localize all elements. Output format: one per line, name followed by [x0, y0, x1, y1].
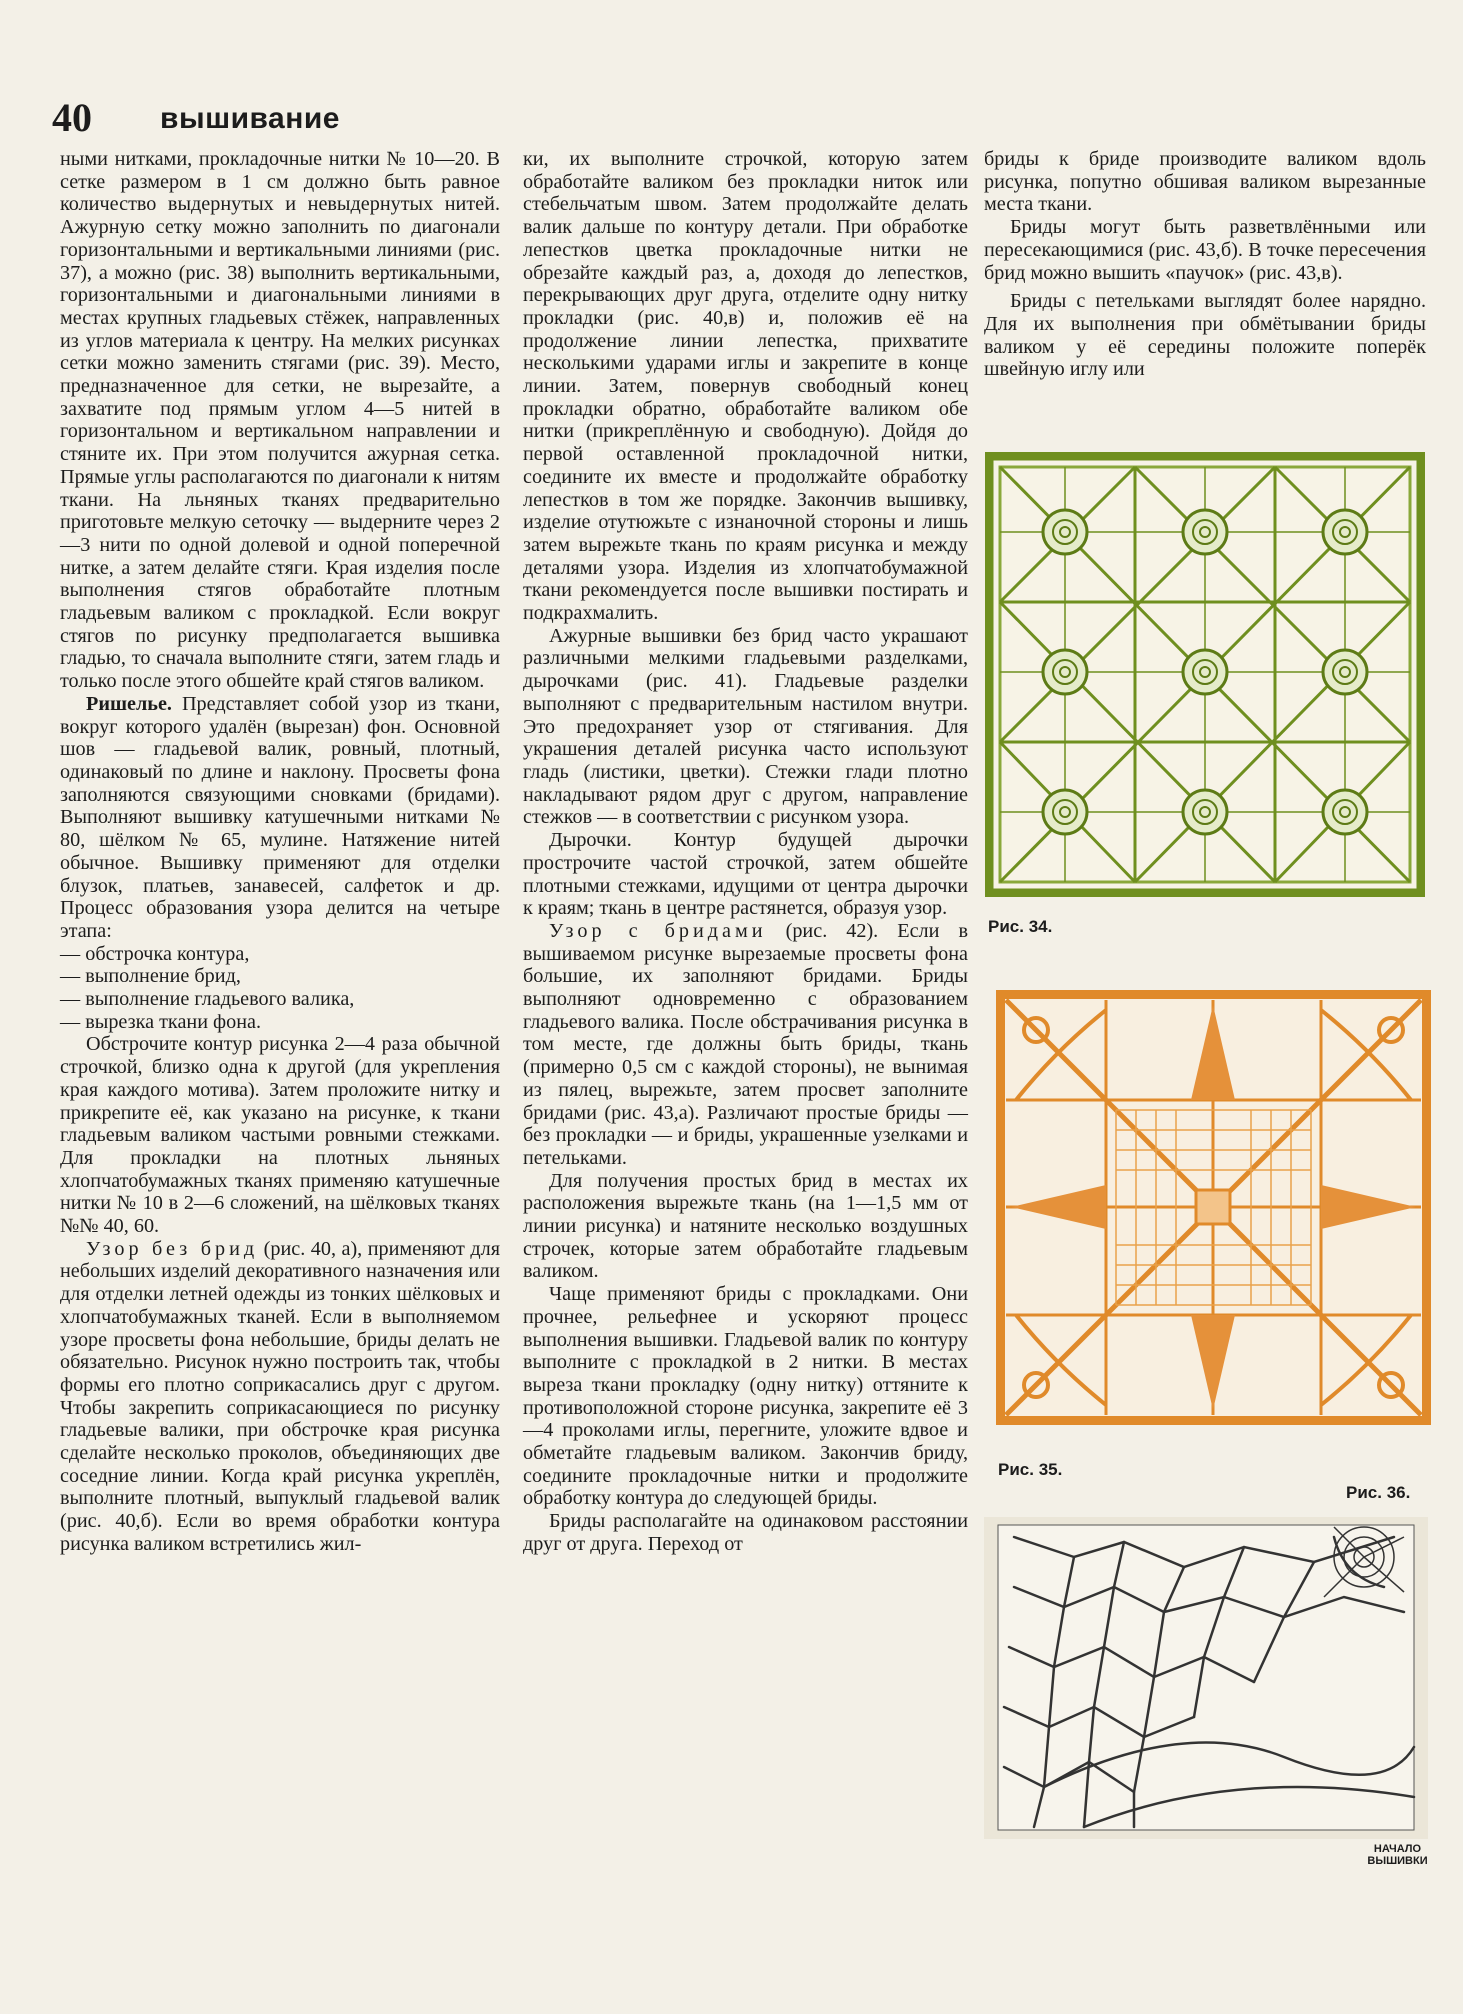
- paragraph: ки, их выполните строчкой, которую затем обработайте валиком без прокладки ниток или стебельчатым швом. Затем продолжайте делать валик дальше по контуру детали. При обработке лепестков цветка прокладочные нитки не обрезайте каждый раз, а, доходя до лепестков, перекрывающих друг друга, отделите одну нитку прокладки (рис. 40,в) и, положив её на продолжение линии лепестка, прихватите несколькими ударами иглы и закрепите в конце линии. Затем, повернув свободный конец прокладки обратно, обработайте валиком обе нитки (прикреплённую и свободную). Дойдя до первой оставленной прокладочной нитки, соедините их вместе и продолжайте обработку лепестков в том же порядке. Закончив вышивку, изделие отутюжьте с изнаночной стороны и лишь затем вырежьте ткань по краям рисунка и между деталями узора. Изделия из хлопчатобумажной ткани рекомендуется после вышивки постирать и подкрахмалить.: [523, 148, 968, 625]
- run-text: Представляет собой узор из ткани, вокруг которого удалён (вырезан) фон. Основной шов — гладьевой валик, ровный, плотный, одинаковый по длине и наклону. Просветы фона заполняются связующими сновками (бридами). Выполняют вышивку катушечными нитками № 80, шёлком № 65, мулине. Натяжение нитей обычное. Вышивку применяют для отделки блузок, платьев, занавесей, салфеток и др. Процесс образования узора делится на четыре этапа:: [60, 692, 500, 942]
- run-heading: Узор с бридами: [549, 919, 767, 942]
- paragraph-richelieu: [60, 693, 500, 943]
- page-number: 40: [52, 95, 92, 140]
- run-text: (рис. 40, а), применяют для небольших изделий декоративного назначения или для отделки летней одежды из тонких шёлковых и хлопчатобумажных тканей. Если в выполняемом узоре просветы фона небольшие, бриды делать не обязательно. Рисунок нужно построить так, чтобы формы его плотно соприкасались друг с другом. Чтобы закрепить соприкасающиеся по рисунку гладьевые валики, при обстрочке края рисунка сделайте несколько проколов, объединяющих две соседние линии. Когда край рисунка укреплён, выполните плотный, выпуклый гладьевой валик (рис. 40,б). Если во время обработки контура рисунка валиком встретились жил-: [60, 1237, 500, 1555]
- run-text: (рис. 42). Если в вышиваемом рисунке вырезаемые просветы фона большие, их заполняют бридами. Бриды выполняют одновременно с образованием гладьевого валика. После обстрачивания рисунка в том месте, где должны быть бриды, ткань (примерно 0,5 см с каждой стороны), не вынимая из пялец, вырежьте, затем просвет заполните бридами (рис. 43,а). Различают простые бриды — без прокладки — и бриды, украшенные узелками и петельками.: [523, 919, 968, 1169]
- paragraph: Бриды располагайте на одинаковом расстоянии друг от друга. Переход от: [523, 1510, 968, 1555]
- paragraph: Обстрочите контур рисунка 2—4 раза обычной строчкой, близко одна к другой (для укрепления края каждого мотива). Затем проложите нитку и прикрепите её, как указано на рисунке, к ткани гладьевым валиком частыми ровными стежками. Для прокладки на плотных льняных хлопчатобумажных тканях применяю катушечные нитки № 10 в 2—6 сложений, на шёлковых тканях №№ 40, 60.: [60, 1033, 500, 1238]
- paragraph: бриды к бриде производите валиком вдоль рисунка, попутно обшивая валиком вырезанные места ткани.: [984, 148, 1426, 216]
- figure-36-illustration: [984, 1517, 1428, 1839]
- text-column-2: [523, 148, 968, 1556]
- figure-34-illustration: [985, 452, 1425, 897]
- figure-34-caption: Рис. 34.: [988, 917, 1053, 936]
- list-item: — выполнение гладьевого валика,: [60, 988, 355, 1011]
- figure-35-caption: Рис. 35.: [998, 1460, 1063, 1479]
- figure-36-tag: НАЧАЛО ВЫШИВКИ: [1367, 1843, 1428, 1867]
- figure-36-caption: Рис. 36.: [1346, 1483, 1411, 1502]
- section-title: вышивание: [160, 102, 340, 135]
- text-column-3: [984, 148, 1426, 381]
- paragraph: Чаще применяют бриды с прокладками. Они прочнее, рельефнее и ускоряют процесс выполнения вышивки. Гладьевой валик по контуру выполните с прокладкой в 2 нитки. В местах выреза ткани прокладку (одну нитку) оттяните к противоположной стороне рисунка, закрепите её 3—4 проколами иглы, перегните, уложите вдвое и обметайте гладьевым валиком. Закончив бриду, соедините прокладочные нитки и продолжите обработку контура до следующей бриды.: [523, 1283, 968, 1510]
- paragraph-no-brides: [60, 1238, 500, 1556]
- run-heading: Узор без брид: [86, 1237, 259, 1260]
- list-item: — выполнение брид,: [60, 965, 241, 988]
- paragraph: Для получения простых брид в местах их расположения вырежьте ткань (на 1—1,5 мм от линии рисунка) и натяните несколько воздушных строчек, которые затем обработайте гладьевым валиком.: [523, 1169, 968, 1283]
- paragraph: Дырочки. Контур будущей дырочки прострочите частой строчкой, затем обшейте плотными стежками, идущими от центра дырочки к краям; ткань в центре растянется, образуя узор.: [523, 829, 968, 920]
- text-column-1: [60, 148, 500, 1556]
- list-item: — вырезка ткани фона.: [60, 1010, 262, 1033]
- paragraph-with-brides: [523, 920, 968, 1170]
- paragraph: Бриды могут быть разветвлёнными или пересекающимися (рис. 43,б). В точке пересечения брид можно вышить «паучок» (рис. 43,в).: [984, 216, 1426, 284]
- paragraph: Бриды с петельками выглядят более нарядно. Для их выполнения при обмётывании бриды валиком у её середины положите поперёк швейную иглу или: [984, 290, 1426, 381]
- paragraph: Ажурные вышивки без брид часто украшают различными мелкими гладьевыми разделками, дырочками (рис. 41). Гладьевые разделки выполняют с предварительным настилом внутри. Это предохраняет узор от стягивания. Для украшения деталей рисунка часто используют гладь (листики, цветки). Стежки глади плотно накладывают рядом друг с другом, направление стежков — в соответствии с рисунком узора.: [523, 624, 968, 829]
- list-item: — обстрочка контура,: [60, 942, 250, 965]
- figure-35-illustration: [996, 990, 1431, 1425]
- run-heading: Ришелье.: [86, 692, 172, 715]
- paragraph: ными нитками, прокладочные нитки № 10—20. В сетке размером в 1 см должно быть равное количество выдернутых и невыдернутых нитей. Ажурную сетку можно заполнить по диагонали горизонтальными и вертикальными линиями (рис. 37), а можно (рис. 38) выполнить вертикальными, горизонтальными и диагональными линиями в местах крупных гладьевых стёжек, направленных из углов материала к центру. На мелких рисунках сетки можно заменить стягами (рис. 39). Место, предназначенное для сетки, не вырезайте, а захватите под прямым углом 4—5 нитей в горизонтальном и вертикальном направлении и стяните их. При этом получится ажурная сетка. Прямые углы располагаются по диагонали к нитям ткани. На льняных тканях предварительно приготовьте мелкую сеточку — выдерните через 2—3 нити по одной долевой и одной поперечной нитке, а затем делайте стяги. Края изделия после выполнения стягов обработайте плотным гладьевым валиком с прокладкой. Если вокруг стягов по рисунку предполагается вышивка гладью, то сначала выполните стяги, затем гладь и только после этого обшейте край стягов валиком.: [60, 148, 500, 693]
